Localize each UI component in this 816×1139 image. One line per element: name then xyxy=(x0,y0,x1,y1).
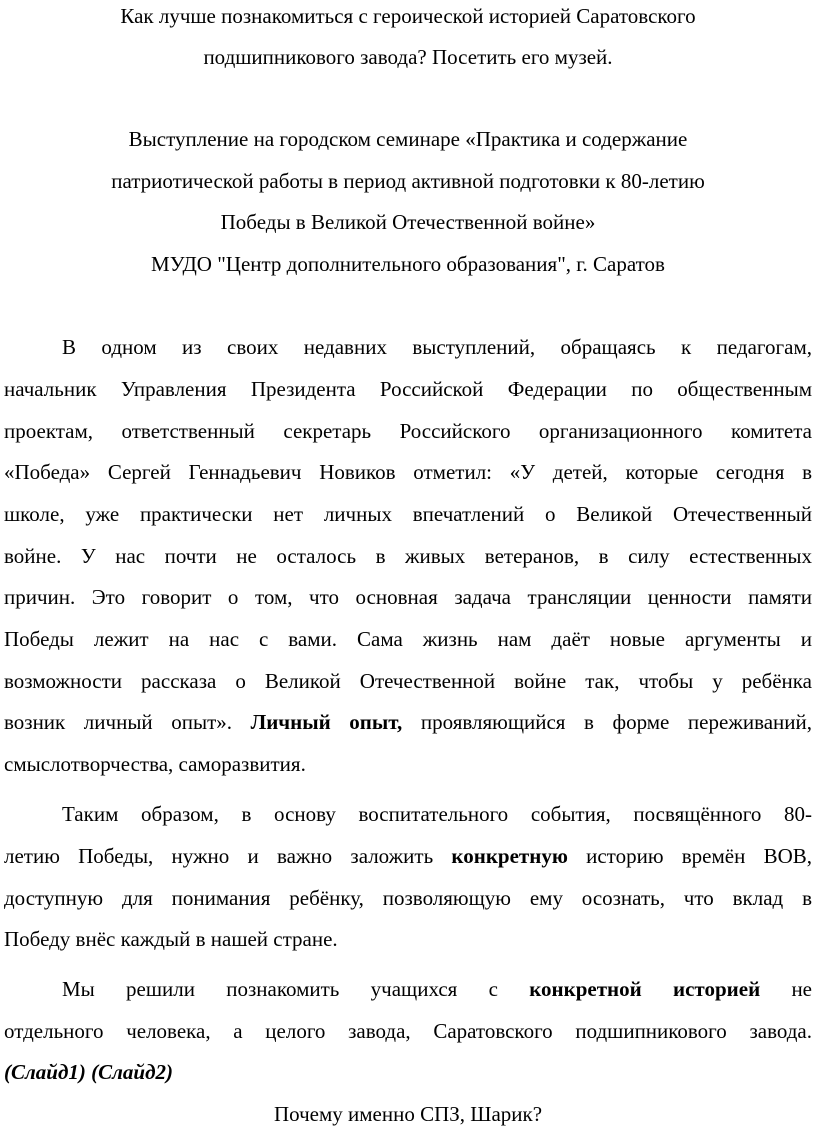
event-line-1: Выступление на городском семинаре «Практика и содержание xyxy=(128,127,688,151)
para1-line-10-c: проявляющийся в форме переживаний, xyxy=(402,710,812,734)
para1-line-2: начальник Управления Президента Российской Федерации по общественным xyxy=(4,377,812,401)
para1-line-6: войне. У нас почти не осталось в живых ветеранов, в силу естественных xyxy=(4,544,812,568)
event-line-3: Победы в Великой Отечественной войне» xyxy=(220,210,596,234)
para1-line-3: проектам, ответственный секретарь Российского организационного комитета xyxy=(4,419,812,443)
para1-line-1: В одном из своих недавних выступлений, обращаясь к педагогам, xyxy=(62,335,812,359)
para2-line-4: Победу внёс каждый в нашей стране. xyxy=(4,927,338,951)
bold-phrase-concrete-history: конкретной историей xyxy=(529,977,761,1001)
title-line-2: подшипникового завода? Посетить его музей. xyxy=(203,45,613,69)
para1-line-5: школе, уже практически нет личных впечатлений о Великой Отечественный xyxy=(4,502,812,526)
para2-line-2 xyxy=(4,846,812,867)
para1-line-11: смыслотворчества, саморазвития. xyxy=(4,752,306,776)
para2-line-3: доступную для понимания ребёнку, позволяющую ему осознать, что вклад в xyxy=(4,886,812,910)
event-line-2: патриотической работы в период активной подготовки к 80-летию xyxy=(111,169,705,193)
para1-line-7: причин. Это говорит о том, что основная задача трансляции ценности памяти xyxy=(4,585,812,609)
bold-phrase-personal-experience: Личный опыт, xyxy=(250,710,403,734)
bold-word-concrete: конкретную xyxy=(451,844,568,868)
para1-line-10 xyxy=(4,712,812,733)
section-question: Почему именно СПЗ, Шарик? xyxy=(273,1102,543,1126)
slides-reference: (Слайд1) (Слайд2) xyxy=(4,1060,173,1084)
para1-line-9: возможности рассказа о Великой Отечественной войне так, чтобы у ребёнка xyxy=(4,669,812,693)
para3-line-1-a: Мы решили познакомить учащихся с xyxy=(62,977,530,1001)
para3-line-1 xyxy=(62,979,812,1000)
para3-line-1-c: не xyxy=(760,977,813,1001)
para3-line-2: отдельного человека, а целого завода, Саратовского подшипникового завода. xyxy=(4,1019,812,1043)
para2-line-1: Таким образом, в основу воспитательного события, посвящённого 80- xyxy=(62,802,812,826)
para2-line-2-c: историю времён ВОВ, xyxy=(567,844,812,868)
para1-line-10-a: возник личный опыт». xyxy=(4,710,251,734)
title-line-1: Как лучше познакомиться с героической историей Саратовского xyxy=(120,4,696,28)
para2-line-2-a: летию Победы, нужно и важно заложить xyxy=(4,844,452,868)
para1-line-4: «Победа» Сергей Геннадьевич Новиков отметил: «У детей, которые сегодня в xyxy=(4,460,812,484)
event-line-4: МУДО "Центр дополнительного образования", г. Саратов xyxy=(151,252,665,276)
para1-line-8: Победы лежит на нас с вами. Сама жизнь нам даёт новые аргументы и xyxy=(4,627,812,651)
